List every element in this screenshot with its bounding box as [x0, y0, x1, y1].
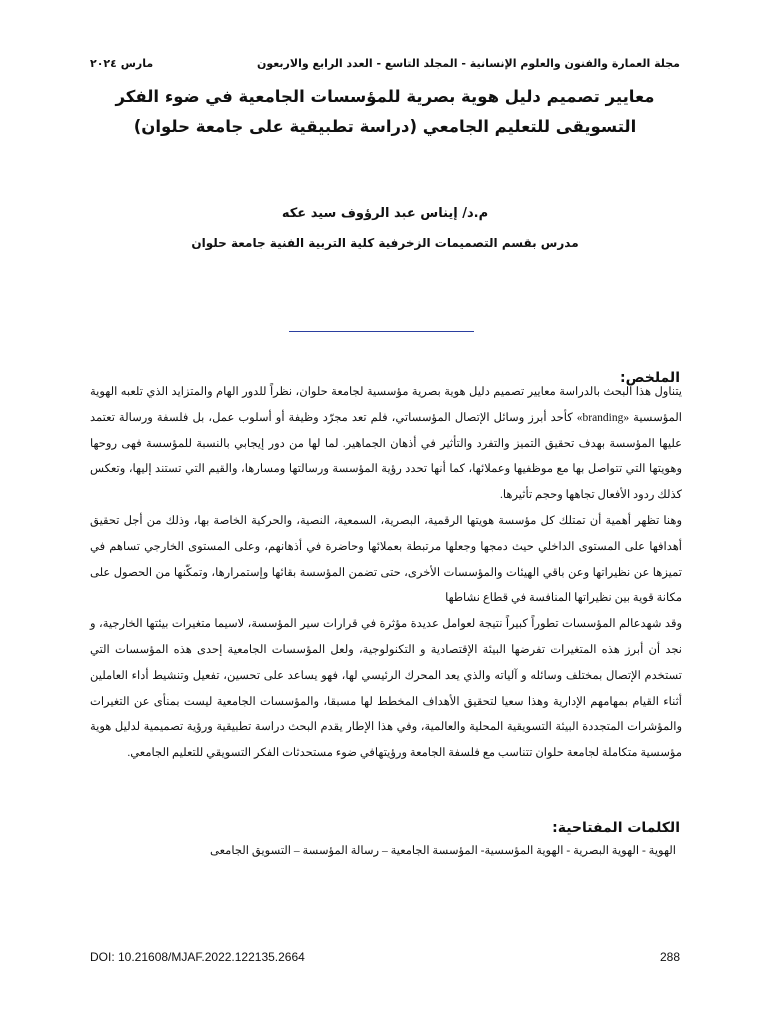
- author-name: م.د/ إيناس عبد الرؤوف سيد عكه: [281, 206, 489, 221]
- abstract-body: [90, 380, 682, 767]
- keywords-heading: الكلمات المفتاحية:: [552, 820, 680, 836]
- page-footer: [90, 948, 680, 966]
- paper-title: معايير تصميم دليل هوية بصرية للمؤسسات الجامعية في ضوء الفكر التسويقى للتعليم الجامعي (دراسة تطبيقية على جامعة حلوان): [115, 87, 655, 136]
- abstract-paragraph-2: وهنا تظهر أهمية أن تمتلك كل مؤسسة هويتها الرقمية، البصرية، السمعية، النصية، والحركية الخاصة بها، وذلك من أجل تحقيق أهدافها على المستوى الداخلي حيث دمجها وجعلها مرتبطة بعملائها وحاضرة في أذهانهم، وعلى المستوى الخارجي تساهم في تميزها عن نظيراتها وعن باقي الهيئات والمؤسسات الأخرى، حتى تضمن المؤسسة بقائها وإستمرارها، وتمكّنها من الحصول على مكانة قوية بين نظيراتها المنافسة في قطاع نشاطها: [90, 514, 682, 605]
- abstract-heading: الملخص:: [620, 370, 680, 386]
- abstract-paragraph-3: وقد شهدعالم المؤسسات تطوراً كبيراً نتيجة لعوامل عديدة مؤثرة في قرارات سير المؤسسة، لاسيما متغيرات بيئتها الخارجية، و نجد أن أبرز هذه المتغيرات تفرضها البيئة الإقتصادية و التكنولوجية، ولعل المؤسسات الجامعية إحدى هذه المؤسسات التي تستخدم الإتصال بمختلف وسائله و آلياته والذي يعد المحرك الرئيسي لها، فهو يساعد على تحسين، تفعيل وتنشيط أداء العاملين أثناء القيام بمهامهم الإدارية وهذا سعيا لتحقيق الأهداف المخطط لها مسبقا، والمؤسسات الجامعية ليست بمنأى عن التغيرات والمؤشرات المتجددة البيئة التسويقية المحلية والعالمية، وفي هذا الإطار يقدم البحث دراسة تطبيقية ورؤية تصميمية لدليل هوية مؤسسية متكاملة لجامعة حلوان تتناسب مع فلسفة الجامعة ورؤيتهافي ضوء مستحدثات الفكر التسويقي للتعليم الجامعي.: [90, 618, 682, 760]
- abstract-paragraph-1: يتناول هذا البحث بالدراسة معايير تصميم دليل هوية بصرية مؤسسية لجامعة حلوان، نظراً للدور الهام والمتزايد الذي تلعبه الهوية المؤسسية «branding» كأحد أبرز وسائل الإتصال المؤسساتي، فلم تعد مجرّد وظيفة أو أسلوب عمل، بل فلسفة ورسالة تعتمد عليها المؤسسة بهدف تحقيق التميز والتفرد والتأثير في أذهان الجماهير. لما لها من دور إيجابي بالنسبة للمؤسسة فهى روحها وهويتها التي تتواصل بها مع موظفيها وعملائها، كما أنها تحدد رؤية المؤسسة ورسالتها ومسارها، والقيم التي تستند إليها، وتعكس كذلك ردود الأفعال تجاهها وحجم تأثيرها.: [90, 386, 682, 502]
- author-affiliation: مدرس بقسم التصميمات الزخرفية كلية التربية الفنية جامعة حلوان: [191, 236, 579, 250]
- keywords-list: الهوية - الهوية البصرية - الهوية المؤسسية- المؤسسة الجامعية – رسالة المؤسسة – التسويق الجامعى: [210, 845, 676, 857]
- journal-header: [90, 52, 680, 74]
- section-divider: [289, 331, 474, 332]
- journal-name: مجلة العمارة والفنون والعلوم الإنسانية - المجلد التاسع - العدد الرابع والاربعون: [256, 56, 680, 70]
- page-number: 288: [659, 950, 680, 964]
- issue-date: مارس ٢٠٢٤: [90, 56, 154, 70]
- doi-link[interactable]: DOI: 10.21608/MJAF.2022.122135.2664: [90, 950, 305, 964]
